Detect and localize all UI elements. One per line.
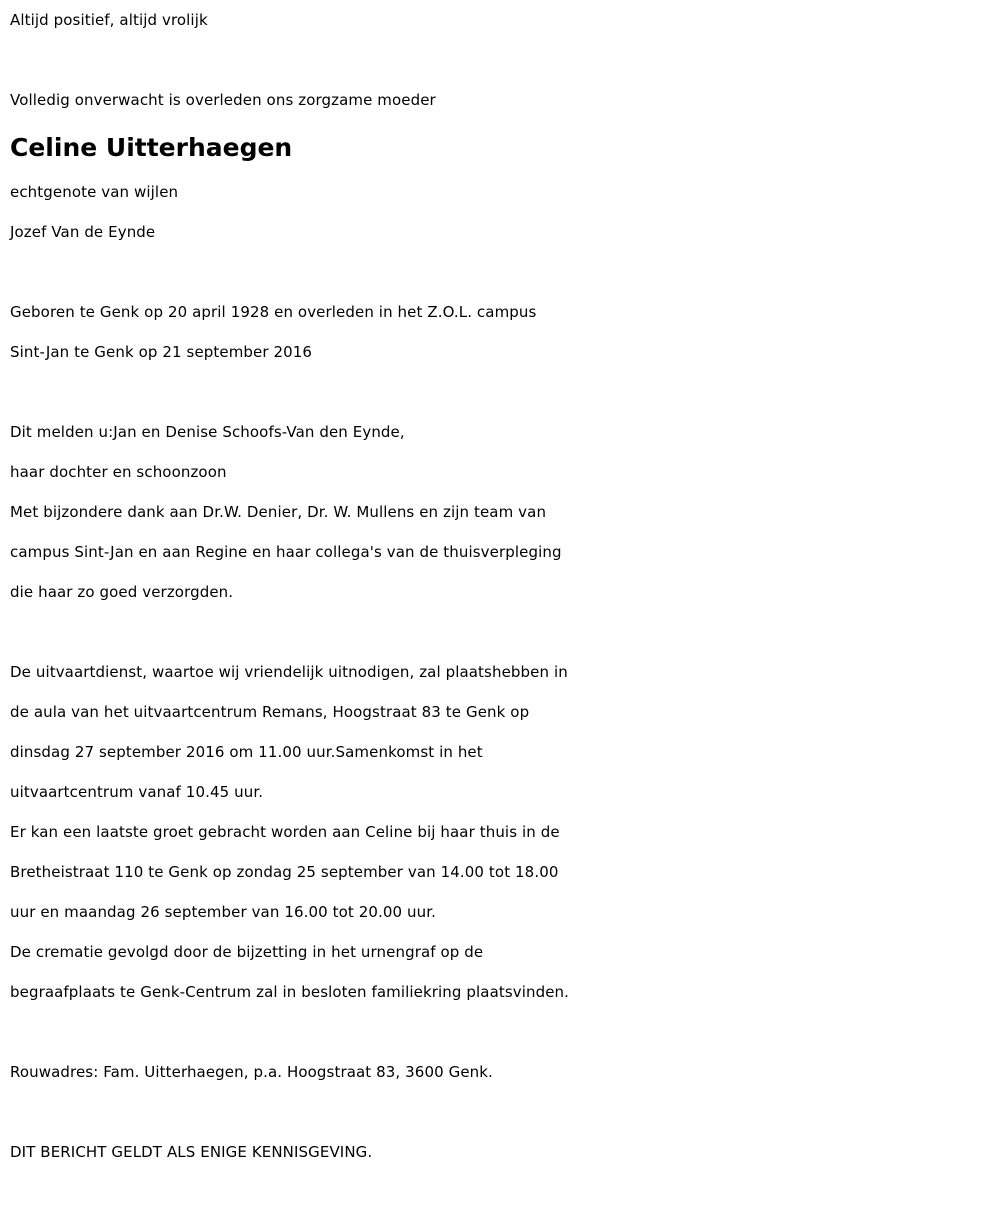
motto: Altijd positief, altijd vrolijk xyxy=(10,11,208,29)
funeral-line: uitvaartcentrum vanaf 10.45 uur. xyxy=(10,783,264,801)
spouse-line-2: Jozef Van de Eynde xyxy=(10,223,156,241)
family-line: haar dochter en schoonzoon xyxy=(10,463,227,481)
notice: DIT BERICHT GELDT ALS ENIGE KENNISGEVING. xyxy=(10,1143,373,1161)
spacer xyxy=(10,252,995,292)
funeral-line: De crematie gevolgd door de bijzetting in het urnengraf op de xyxy=(10,943,484,961)
family-line: campus Sint-Jan en aan Regine en haar collega's van de thuisverpleging xyxy=(10,543,562,561)
family-line: Met bijzondere dank aan Dr.W. Denier, Dr. W. Mullens en zijn team van xyxy=(10,503,547,521)
funeral-line: dinsdag 27 september 2016 om 11.00 uur.Samenkomst in het xyxy=(10,743,483,761)
spacer xyxy=(10,612,995,652)
family-line: Dit melden u:Jan en Denise Schoofs-Van den Eynde, xyxy=(10,423,405,441)
funeral-line: begraafplaats te Genk-Centrum zal in besloten familiekring plaatsvinden. xyxy=(10,983,570,1001)
deceased-name: Celine Uitterhaegen xyxy=(10,133,293,162)
spacer xyxy=(10,40,995,80)
funeral-line: Er kan een laatste groet gebracht worden aan Celine bij haar thuis in de xyxy=(10,823,560,841)
obituary-document xyxy=(10,0,995,1172)
family-line: die haar zo goed verzorgden. xyxy=(10,583,234,601)
spacer xyxy=(10,1092,995,1132)
spacer xyxy=(10,372,995,412)
birth-death-line: Geboren te Genk op 20 april 1928 en overleden in het Z.O.L. campus xyxy=(10,303,537,321)
funeral-line: De uitvaartdienst, waartoe wij vriendelijk uitnodigen, zal plaatshebben in xyxy=(10,663,568,681)
mourning-address: Rouwadres: Fam. Uitterhaegen, p.a. Hoogstraat 83, 3600 Genk. xyxy=(10,1063,493,1081)
spouse-line-1: echtgenote van wijlen xyxy=(10,183,179,201)
birth-death-line: Sint-Jan te Genk op 21 september 2016 xyxy=(10,343,313,361)
funeral-line: de aula van het uitvaartcentrum Remans, Hoogstraat 83 te Genk op xyxy=(10,703,530,721)
spacer xyxy=(10,1012,995,1052)
funeral-line: Bretheistraat 110 te Genk op zondag 25 september van 14.00 tot 18.00 xyxy=(10,863,559,881)
funeral-line: uur en maandag 26 september van 16.00 tot 20.00 uur. xyxy=(10,903,437,921)
announcement: Volledig onverwacht is overleden ons zorgzame moeder xyxy=(10,91,436,109)
